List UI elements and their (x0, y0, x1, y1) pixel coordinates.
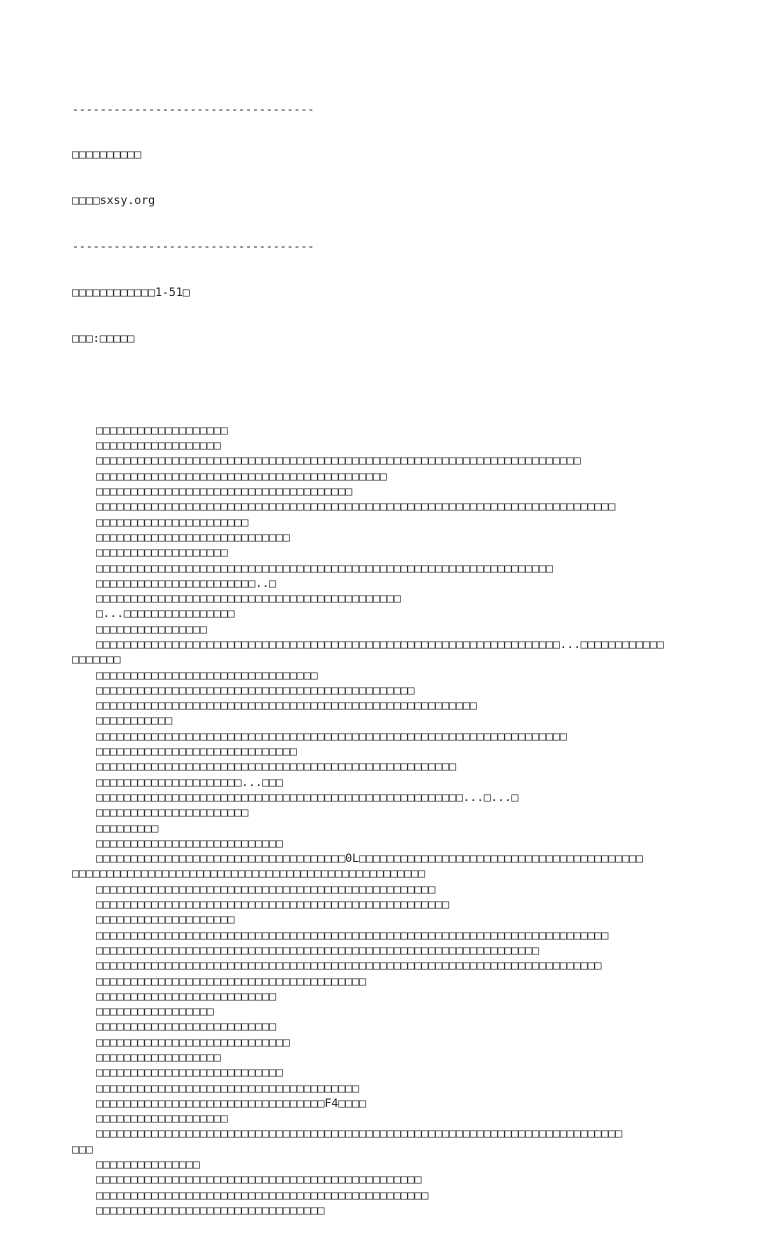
text-line: □□□□□□□□□□□□□□□□□□□□□□□□□□□ (96, 835, 283, 850)
text-line: □□□□□□□□□□□□□□□□□□□□□□□□□□□□□□□□□□□□□□□□□□□□□□ (96, 682, 415, 697)
text-line: □□□ (72, 1141, 93, 1156)
text-line: □□□□□□□□□□□□□□□□□□□ (96, 545, 228, 560)
text-line: □□□□□□□□□□□□□□□□□□□ (96, 1111, 228, 1126)
text-line: □□□□□□□□□□□□□□□□□□□□□□□□□□□□□□□□□□□□□□□□□□□□□□□□□□□□□□□□□□□□□□□□□□□□□□□□□ (96, 958, 602, 973)
document-page (72, 71, 712, 1234)
text-line: □□□□□□□□□□□□□□□□□□□□□□□□□□□□□ (96, 744, 297, 759)
text-line: □□□□□□□□□□□□□□□□□□□□□□ (96, 514, 249, 529)
text-line: □□□□□□□□□□□□□□□□□□□□□□□□□□□□□□□□□□□□□□□□□□ (96, 468, 387, 483)
text-line: □□□□□□□□□□□□□□□□□□□□□□□□□□□□□□□□□□□□□ (96, 484, 353, 499)
text-line: □□□□□□□□□□□□□□□□□□□□□□□□□□□□□□□□□□□□□□□□□□□□ (96, 591, 401, 606)
text-line: □□□□□□□□□□□□□□□□□□□□□□□□□□□□□□□□□□□□□□□□□□□□□□□□□□□□□□□□□□□□□□□□□□□□□□ (96, 453, 581, 468)
text-line: □□□□□□□□□□□□□□□□□□□□□□ (96, 805, 249, 820)
text-line: □□□□□□□□□□□□□□□□□□□□□□□□□□□□□□□□□□□□□□□□□□□□□□□□□□□ (72, 866, 426, 881)
text-line: □□□□□□□□□□□□□□□□□□□□□□□□□□□□□□□□□□□□□□□□□□□□□□□□□□□□□□□ (96, 698, 477, 713)
text-line: □□□□□□□□□□□□□□□□□□□□□□□□□□□□□□□□□□□□□□□□□□□□□□□□□□□□□...□...□ (96, 789, 519, 804)
text-line: □□□□□□□□□□□□□□□□□□□□□□□□□□□□□□□□□□□□□□□□□□□□□□□□□□□□□□□□□□□□□□□□□□□□□□□□□□□ (96, 499, 616, 514)
text-line: □□□□□□□□□□□□□□□□□□□□□□□□□□□□□□□□□F4□□□□ (96, 1095, 367, 1110)
text-line: □□□□□□□□□□□□□□□□□□□□□□□□□□□□□□□□□□□□□□□□□□□□□□□□ (96, 1187, 429, 1202)
text-line: □□□□□□□□□□□□□□□□□□ (96, 438, 221, 453)
header-rule-top: ----------------------------------- (72, 101, 315, 116)
text-line: □□□□□□□□□□□□□□□□□□□□□□□□□□ (96, 988, 277, 1003)
text-line: □□□□□□□□□□□□□□□□□□□□□□□□□□□□□□□□ (96, 667, 318, 682)
body-text (72, 423, 712, 1218)
text-line: □□□□□□□□□□□□□□□□□□□□□□□□□□□□□□□□□□□□□□□□□□□□□□□□□□□□□□□□□□□□□□□□□□□...□□□□□□□□□□□□ (96, 636, 664, 651)
text-line: □□□□□□□□□□□□□□□□□□□□□□□□□□ (96, 1019, 277, 1034)
text-line: □□□□□□□□□□□□□□□□□□□□□□□□□□□□□□□□□ (96, 1202, 325, 1217)
text-line: □□□□□□□□□ (96, 820, 159, 835)
text-line: □□□□□□□□□□□□□□□□□□□□□□□□□□□□□□□□□□□□□□□ (96, 973, 367, 988)
text-line: □□□□□□□□□□□□□□□□□□□□□□□□□□□ (96, 1065, 283, 1080)
author-line: □□□:□□□□□ (72, 331, 135, 346)
text-line: □□□□□□□□□□□□□□□□□□□□□□□□□□□□□□□□□□□□0L□□□□□□□□□□□□□□□□□□□□□□□□□□□□□□□□□□□□□□□□□ (96, 851, 643, 866)
text-line: □□□□□□□□□□□□□□□□□□□□ (96, 912, 235, 927)
text-line: □□□□□□□□□□□□□□□□□□□□□...□□□ (96, 774, 283, 789)
text-line: □□□□□□□□□□□□□□□□□□□ (96, 422, 228, 437)
text-line: □□□□□□□□□□□□□□□□□□□□□□□□□□□□□□□□□□□□□□□□□□□□□□□□□□□□□□□□□□□□□□□□ (96, 942, 540, 957)
site-line: □□□□sxsy.org (72, 193, 156, 208)
blank-line (72, 377, 712, 392)
text-line: □...□□□□□□□□□□□□□□□□ (96, 606, 235, 621)
text-line: □□□□□□□□□□□□□□□□□□ (96, 1050, 221, 1064)
text-line: □□□□□□□□□□□□□□□□□□□□□□□□□□□□□□□□□□□□□□□□□□□□□□□□□□□□□□□□□□□□□□□□□□□□ (96, 728, 567, 743)
header-line: □□□□□□□□□□ (72, 147, 142, 162)
text-line: □□□□□□□□□□□□□□□□ (96, 621, 207, 636)
text-line: □□□□□□□□□□□□□□□□□□□□□□□□□□□□□□□□□□□□□□ (96, 1080, 360, 1095)
text-line: □□□□□□□□□□□□□□□ (96, 1157, 200, 1172)
text-line: □□□□□□□□□□□□□□□□□□□□□□□□□□□□ (96, 1034, 290, 1049)
text-line: □□□□□□□□□□□□□□□□□□□□□□□□□□□□□□□□□□□□□□□□□□□□□□□□□□□□□□□□□□□□□□□□□□ (96, 560, 553, 575)
text-line: □□□□□□□□□□□ (96, 713, 173, 728)
text-line: □□□□□□□□□□□□□□□□□ (96, 1004, 214, 1019)
text-line: □□□□□□□□□□□□□□□□□□□□□□□□□□□□□□□□□□□□□□□□□□□□□□□ (96, 1172, 422, 1187)
text-line: □□□□□□□□□□□□□□□□□□□□□□□□□□□□□□□□□□□□□□□□□□□□□□□□□ (96, 881, 436, 896)
text-line: □□□□□□□ (72, 652, 121, 667)
text-line: □□□□□□□□□□□□□□□□□□□□□□□..□ (96, 575, 277, 590)
text-line: □□□□□□□□□□□□□□□□□□□□□□□□□□□□□□□□□□□□□□□□□□□□□□□□□□□□ (96, 759, 457, 774)
text-line: □□□□□□□□□□□□□□□□□□□□□□□□□□□□□□□□□□□□□□□□□□□□□□□□□□□□□□□□□□□□□□□□□□□□□□□□□□ (96, 927, 609, 942)
text-line: □□□□□□□□□□□□□□□□□□□□□□□□□□□□□□□□□□□□□□□□□□□□□□□□□□□□□□□□□□□□□□□□□□□□□□□□□□□□ (96, 1126, 623, 1141)
text-line: □□□□□□□□□□□□□□□□□□□□□□□□□□□□□□□□□□□□□□□□□□□□□□□□□□□ (96, 897, 450, 912)
text-line: □□□□□□□□□□□□□□□□□□□□□□□□□□□□ (96, 529, 290, 544)
header-rule-bottom: ----------------------------------- (72, 239, 315, 254)
chapter-title: □□□□□□□□□□□□1-51□ (72, 285, 190, 300)
